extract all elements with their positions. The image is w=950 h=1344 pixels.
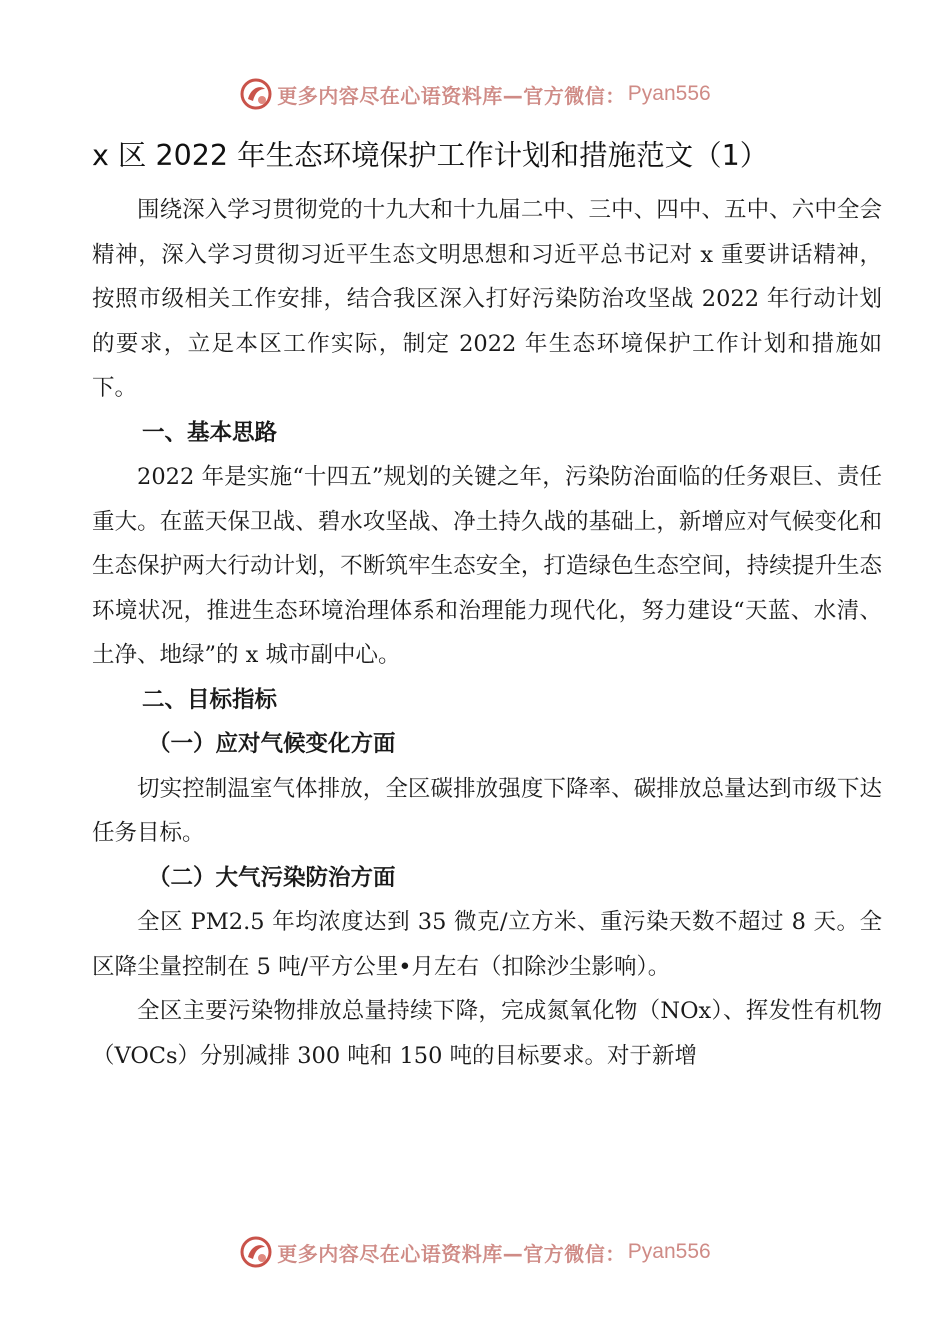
document-title: x 区 2022 年生态环境保护工作计划和措施范文（1） (92, 139, 769, 172)
watermark-banner-bottom (0, 1232, 950, 1272)
watermark-wechat-id: Pyan556 (627, 82, 711, 105)
intro-paragraph: 围绕深入学习贯彻党的十九大和十九届二中、三中、四中、五中、六中全会精神，深入学习贯彻习近平生态文明思想和习近平总书记对 x 重要讲话精神，按照市级相关工作安排，结合我区深入打好污染防治攻坚战 2022 年行动计划的要求，立足本区工作实际，制定 2022 年生态环境保护工作计划和措施如下。 (92, 197, 882, 401)
logo-icon (239, 77, 273, 111)
air-pollution-paragraph-2: 全区主要污染物排放总量持续下降，完成氮氧化物（NOx）、挥发性有机物（VOCs）分别减排 300 吨和 150 吨的目标要求。对于新增 (92, 998, 882, 1069)
subsection-heading-air-pollution: （二）大气污染防治方面 (148, 864, 396, 891)
watermark-text: 更多内容尽在心语资料库—官方微信： (277, 83, 626, 108)
basic-approach-paragraph: 2022 年是实施“十四五”规划的关键之年，污染防治面临的任务艰巨、责任重大。在蓝天保卫战、碧水攻坚战、净土持久战的基础上，新增应对气候变化和生态保护两大行动计划，不断筑牢生态安全，打造绿色生态空间，持续提升生态环境状况，推进生态环境治理体系和治理能力现代化，努力建设“天蓝、水清、土净、地绿”的 x 城市副中心。 (92, 464, 882, 668)
watermark-banner-top (0, 74, 950, 114)
subsection-heading-climate: （一）应对气候变化方面 (148, 731, 396, 757)
air-pollution-paragraph-1: 全区 PM2.5 年均浓度达到 35 微克/立方米、重污染天数不超过 8 天。全区降尘量控制在 5 吨/平方公里•月左右（扣除沙尘影响）。 (92, 909, 882, 980)
section-heading-basic-approach: 一、基本思路 (142, 419, 278, 446)
climate-paragraph: 切实控制温室气体排放，全区碳排放强度下降率、碳排放总量达到市级下达任务目标。 (92, 775, 882, 846)
watermark-wechat-id: Pyan556 (627, 1240, 711, 1263)
watermark-text: 更多内容尽在心语资料库—官方微信： (277, 1241, 626, 1266)
document-body (92, 188, 882, 1078)
section-heading-targets: 二、目标指标 (142, 686, 278, 713)
logo-icon (239, 1235, 273, 1269)
